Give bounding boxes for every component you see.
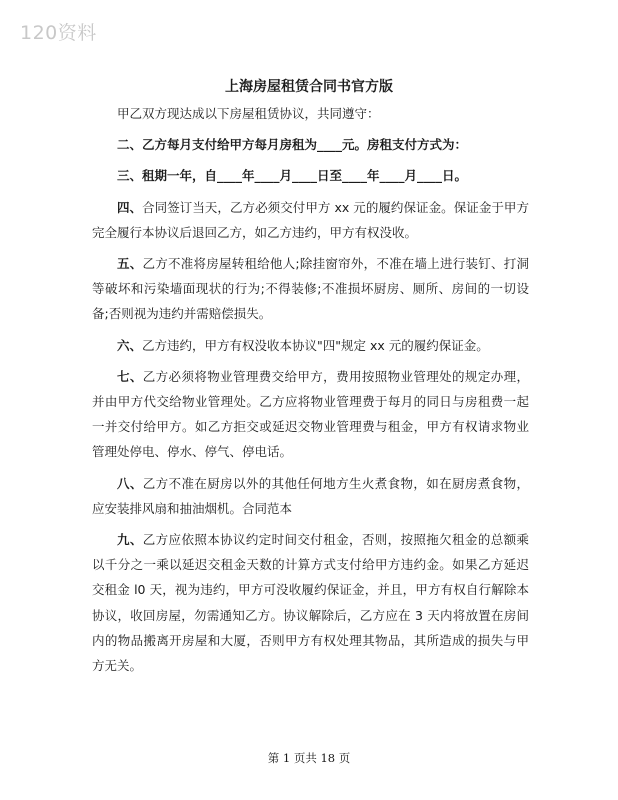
clause-3 — [92, 163, 529, 188]
clause-text: 租期一年，自____年____月____日至____年____月____日。 — [142, 168, 468, 184]
clause-text: 乙方应依照本协议约定时间交付租金，否则，按照拖欠租金的总额乘以千分之一乘以延迟交租金天数的计算方式支付给甲方违约金。如果乙方延迟交租金 l0 天，视为违约，甲方可没收履约保证金，并且，甲方有权自行解除本协议，收回房屋，勿需通知乙方。协议解除后，乙方应在 3 天内将放置在房间内的物品搬离开房屋和大厦，否则甲方有权处理其物品，其所造成的损失与甲方无关。 — [92, 532, 529, 674]
clause-6 — [92, 333, 529, 358]
clause-text: 乙方不准在厨房以外的其他任何地方生火煮食物，如在厨房煮食物，应安装排风扇和抽油烟机。合同范本 — [92, 475, 529, 516]
clause-text: 乙方不准将房屋转租给他人;除挂窗帘外，不准在墙上进行装钉、打洞等破坏和污染墙面现状的行为;不得装修;不准损坏厨房、厕所、房间的一切设备;否则视为违约并需赔偿损失。 — [92, 256, 529, 322]
clause-5 — [92, 251, 529, 327]
clause-number: 五、 — [117, 256, 143, 272]
clause-number: 九、 — [117, 532, 143, 548]
intro-paragraph: 甲乙双方现达成以下房屋租赁协议，共同遵守： — [117, 106, 380, 121]
clause-number: 七、 — [117, 368, 143, 384]
clause-2 — [92, 132, 529, 157]
page-number: 第 1 页共 18 页 — [267, 751, 351, 765]
clause-text: 合同签订当天，乙方必须交付甲方 xx 元的履约保证金。保证金于甲方完全履行本协议后退回乙方，如乙方违约，甲方有权没收。 — [92, 199, 529, 240]
watermark: 120资料 — [20, 22, 97, 44]
clause-number: 八、 — [117, 475, 143, 491]
clause-text: 乙方每月支付给甲方每月房租为____元。房租支付方式为： — [142, 137, 468, 153]
clause-7 — [92, 364, 529, 465]
clause-9 — [92, 527, 529, 678]
clause-number: 三、 — [117, 168, 143, 184]
clause-4 — [92, 195, 529, 245]
clause-number: 六、 — [117, 337, 143, 353]
document-body — [92, 101, 529, 684]
clause-number: 四、 — [117, 199, 143, 215]
document-title: 上海房屋租赁合同书官方版 — [225, 79, 393, 95]
clause-8 — [92, 471, 529, 521]
clause-text: 乙方违约，甲方有权没收本协议"四"规定 xx 元的履约保证金。 — [142, 337, 489, 353]
clause-number: 二、 — [117, 137, 143, 153]
clause-text: 乙方必须将物业管理费交给甲方，费用按照物业管理处的规定办理，并由甲方代交给物业管理处。乙方应将物业管理费于每月的同日与房租费一起一并交付给甲方。如乙方拒交或延迟交物业管理费与租金，甲方有权请求物业管理处停电、停水、停气、停电话。 — [92, 368, 529, 460]
